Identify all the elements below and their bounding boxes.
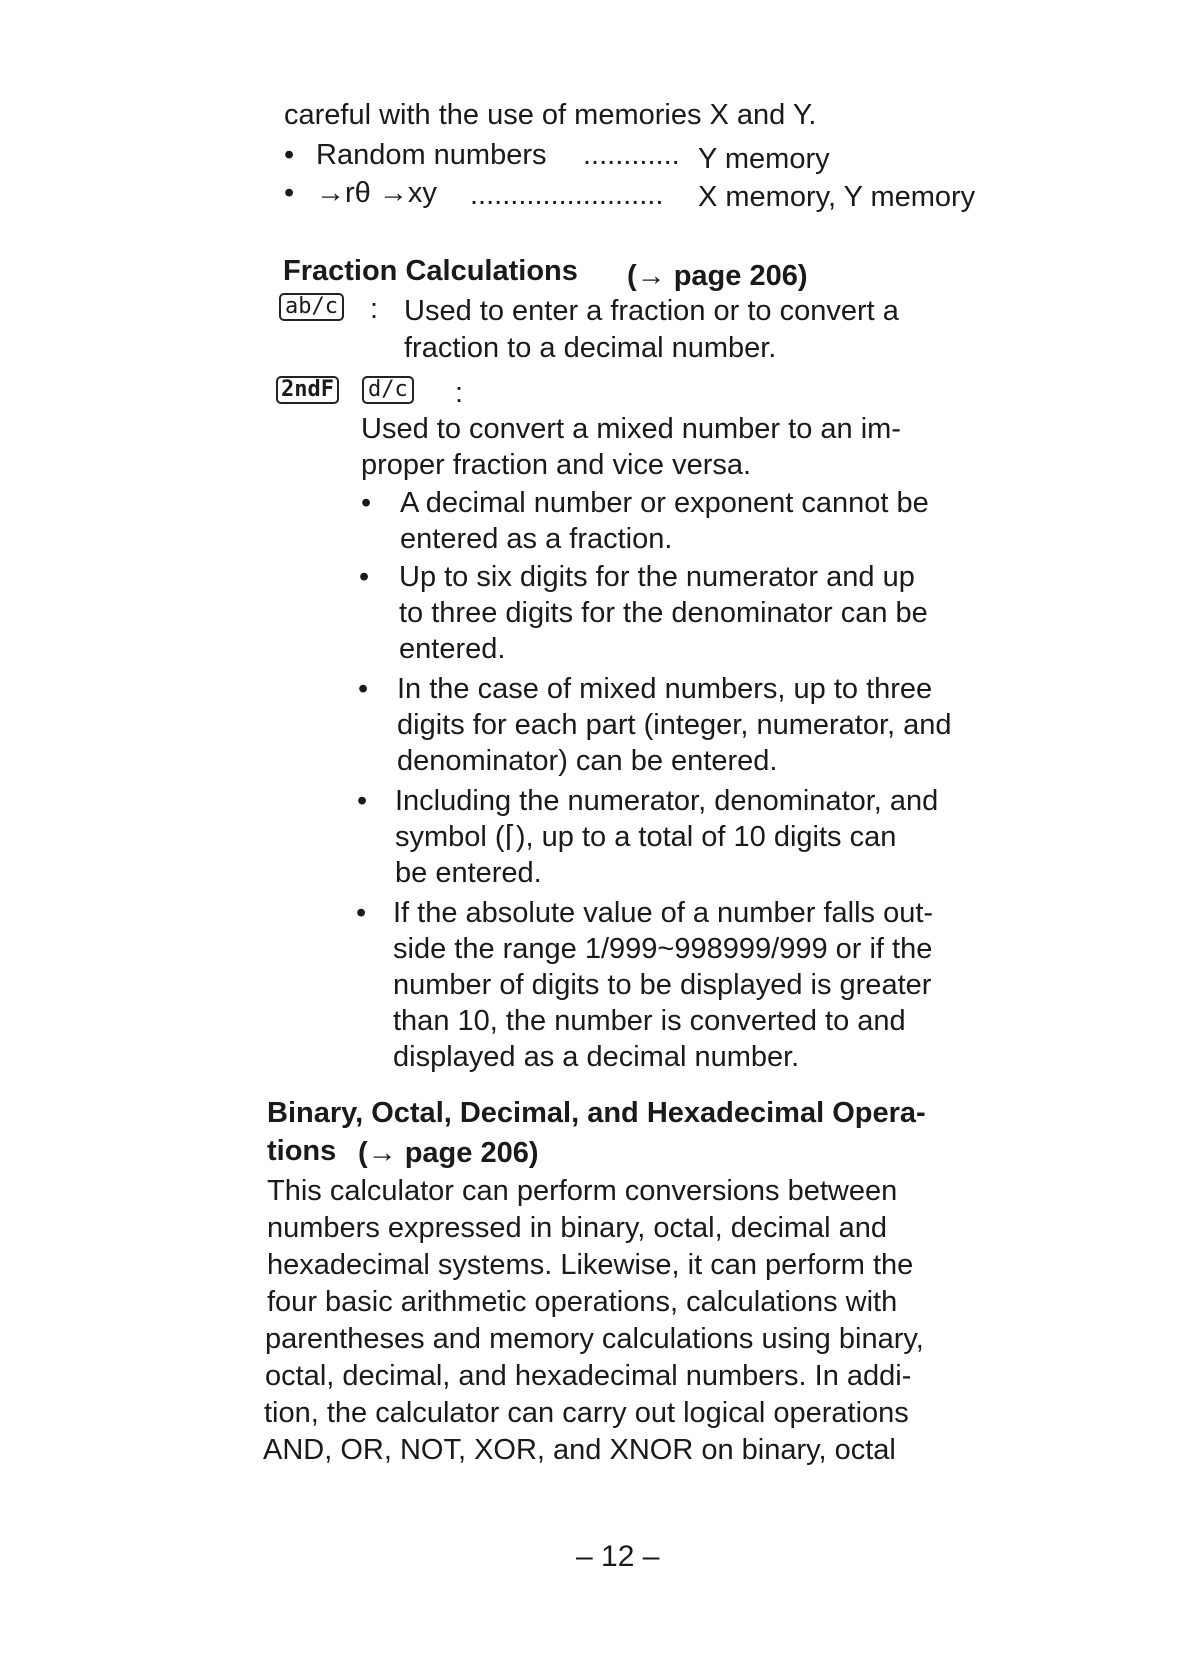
note-2-line-3: entered. xyxy=(399,633,506,665)
intro-bullet-2-label: →rθ →xy xyxy=(316,177,437,209)
note-4-line-1: Including the numerator, denominator, and xyxy=(395,785,939,817)
ab-c-key-icon: ab/c xyxy=(279,293,344,321)
note-4-line-3: be entered. xyxy=(395,857,542,889)
note-5-line-5: displayed as a decimal number. xyxy=(393,1041,800,1073)
note-3-line-2: digits for each part (integer, numerator, and xyxy=(397,709,952,741)
note-1-line-2: entered as a fraction. xyxy=(400,523,673,555)
d-c-key-icon: d/c xyxy=(362,376,414,404)
bullet-icon: • xyxy=(357,785,368,817)
note-5-line-3: number of digits to be displayed is greater xyxy=(393,969,932,1001)
note-5-line-1: If the absolute value of a number falls out- xyxy=(393,897,934,929)
bullet-icon: • xyxy=(356,897,367,929)
binary-body-line-8: AND, OR, NOT, XOR, and XNOR on binary, octal xyxy=(263,1434,896,1466)
dc-desc-line-2: proper fraction and vice versa. xyxy=(361,449,752,481)
note-1-line-1: A decimal number or exponent cannot be xyxy=(400,487,929,519)
abc-desc-line-2: fraction to a decimal number. xyxy=(404,332,777,364)
note-3-line-1: In the case of mixed numbers, up to three xyxy=(397,673,933,705)
note-3-line-3: denominator) can be entered. xyxy=(397,745,778,777)
intro-bullet-1-dots: ............ xyxy=(583,139,680,171)
intro-line: careful with the use of memories X and Y. xyxy=(284,99,817,131)
binary-body-line-4: four basic arithmetic operations, calculations with xyxy=(267,1286,898,1318)
note-4-line-2: symbol (⌈), up to a total of 10 digits can xyxy=(395,821,897,853)
binary-body-line-3: hexadecimal systems. Likewise, it can perform the xyxy=(267,1249,914,1281)
binary-heading-line-2: tions xyxy=(267,1135,337,1167)
binary-body-line-6: octal, decimal, and hexadecimal numbers. In addi- xyxy=(265,1360,912,1392)
bullet-icon: • xyxy=(358,673,369,705)
abc-desc-line-1: Used to enter a fraction or to convert a xyxy=(404,295,899,327)
note-2-line-1: Up to six digits for the numerator and up xyxy=(399,561,915,593)
page-number: – 12 – xyxy=(576,1540,660,1573)
fraction-heading: Fraction Calculations xyxy=(283,255,578,287)
binary-body-line-7: tion, the calculator can carry out logical operations xyxy=(264,1397,909,1429)
binary-body-line-1: This calculator can perform conversions between xyxy=(267,1175,898,1207)
binary-heading-ref: (→ page 206) xyxy=(358,1137,539,1169)
binary-body-line-5: parentheses and memory calculations using binary, xyxy=(265,1323,924,1355)
binary-body-line-2: numbers expressed in binary, octal, decimal and xyxy=(267,1212,888,1244)
fraction-heading-ref: (→ page 206) xyxy=(627,260,808,292)
note-5-line-4: than 10, the number is converted to and xyxy=(393,1005,906,1037)
intro-bullet-2-value: X memory, Y memory xyxy=(698,181,976,213)
note-2-line-2: to three digits for the denominator can be xyxy=(399,597,928,629)
colon: : xyxy=(455,377,464,409)
bullet-icon: • xyxy=(284,177,295,209)
2ndf-key-icon: 2ndF xyxy=(276,376,339,404)
colon: : xyxy=(370,293,379,325)
bullet-icon: • xyxy=(359,561,370,593)
bullet-icon: • xyxy=(361,487,372,519)
intro-bullet-1-value: Y memory xyxy=(698,143,830,175)
note-5-line-2: side the range 1/999~998999/999 or if the xyxy=(393,933,933,965)
binary-heading-line-1: Binary, Octal, Decimal, and Hexadecimal Opera- xyxy=(267,1097,926,1129)
intro-bullet-1-label: Random numbers xyxy=(316,139,547,171)
dc-desc-line-1: Used to convert a mixed number to an im- xyxy=(361,413,901,445)
intro-bullet-2-dots: ........................ xyxy=(470,179,664,211)
bullet-icon: • xyxy=(284,139,295,171)
